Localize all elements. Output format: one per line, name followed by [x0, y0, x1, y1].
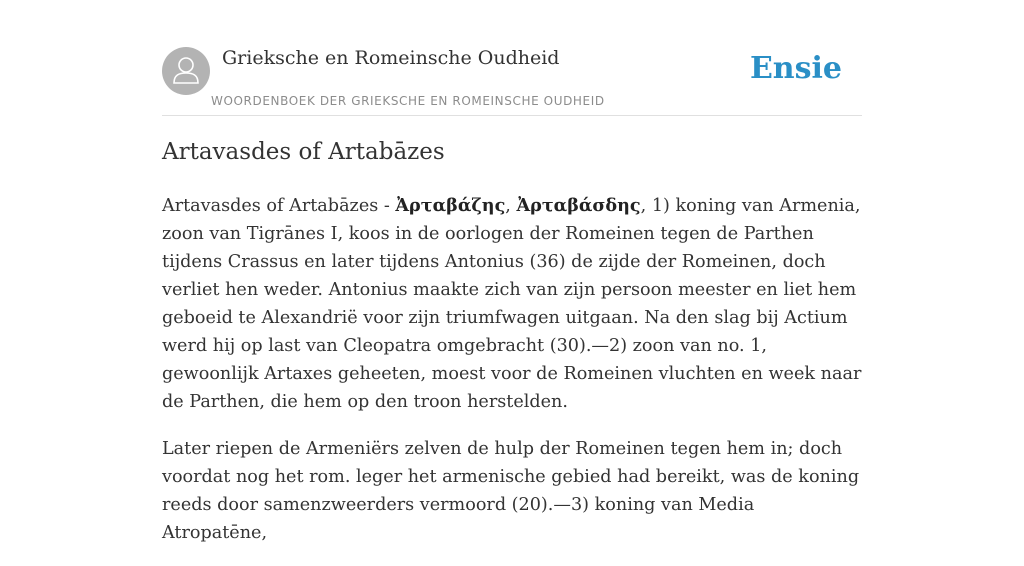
- article-paragraph-1: [162, 192, 862, 416]
- dictionary-header: [162, 47, 862, 116]
- page-title: Artavasdes of Artabāzes: [162, 139, 445, 165]
- user-avatar-icon[interactable]: [162, 47, 210, 95]
- article-paragraph-2: Later riepen de Armeniërs zelven de hulp der Romeinen tegen hem in; doch voordat nog het rom. leger het armenische gebied had bereikt, was de koning reeds door samenzweerders vermoord (20).—3) koning van Media Atropatēne,: [162, 439, 860, 543]
- paragraph-1-rest: , 1) koning van Armenia, zoon van Tigrānes I, koos in de oorlogen der Romeinen tegen de Parthen tijdens Crassus en later tijdens Antonius (36) de zijde der Romeinen, doch verliet hen weder. Antonius maakte zich van zijn persoon meester en liet hem geboeid te Alexandrië voor zijn triumfwagen uitgaan. Na den slag bij Actium werd hij op last van Cleopatra omgebracht (30).—2) zoon van no. 1, gewoonlijk Artaxes geheeten, moest voor de Romeinen vluchten en week naar de Parthen, die hem op den troon herstelden.: [162, 196, 862, 412]
- separator: ,: [505, 196, 517, 216]
- lead-text: Artavasdes of Artabāzes -: [162, 196, 396, 216]
- dictionary-subtitle: WOORDENBOEK DER GRIEKSCHE EN ROMEINSCHE OUDHEID: [211, 94, 605, 108]
- greek-term-1: Ἀρταβάζης: [395, 195, 506, 216]
- dictionary-title[interactable]: Grieksche en Romeinsche Oudheid: [222, 47, 560, 69]
- greek-term-2: Ἀρταβάσδης: [516, 195, 641, 216]
- ensie-logo-link[interactable]: Ensie: [749, 51, 842, 86]
- article-body: [162, 192, 862, 566]
